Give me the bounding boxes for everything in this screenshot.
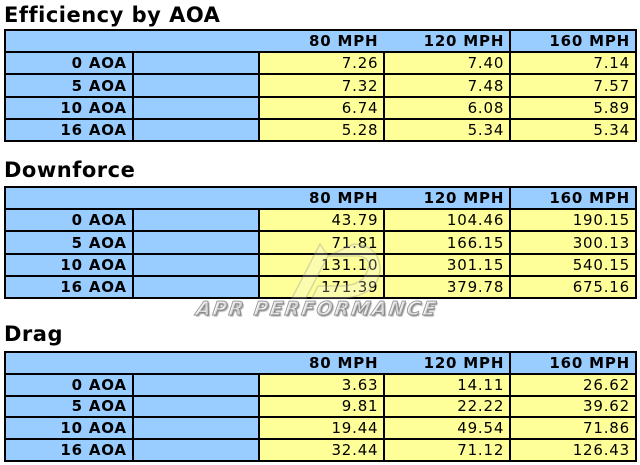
value-cell: 301.15 xyxy=(383,255,509,275)
value-cell: 49.54 xyxy=(383,418,509,438)
value-cell: 7.26 xyxy=(258,53,384,73)
value-cell: 26.62 xyxy=(509,375,635,395)
column-header-80mph: 80 MPH xyxy=(258,353,384,373)
row-label: 16 AOA xyxy=(6,120,132,140)
value-cell: 7.14 xyxy=(509,53,635,73)
value-cell: 5.28 xyxy=(258,120,384,140)
blank-cell xyxy=(132,397,258,417)
value-cell: 6.08 xyxy=(383,98,509,118)
column-header-160mph: 160 MPH xyxy=(509,353,635,373)
table-row xyxy=(6,373,635,395)
value-cell: 7.32 xyxy=(258,75,384,95)
value-cell: 71.81 xyxy=(258,232,384,252)
column-header-80mph: 80 MPH xyxy=(258,188,384,208)
header-spacer-cell xyxy=(6,353,132,373)
watermark-text: APR PERFORMANCE xyxy=(194,298,440,320)
value-cell: 675.16 xyxy=(509,277,635,297)
header-spacer-cell xyxy=(6,31,132,51)
value-cell: 3.63 xyxy=(258,375,384,395)
value-cell: 7.48 xyxy=(383,75,509,95)
row-label: 0 AOA xyxy=(6,375,132,395)
value-cell: 71.86 xyxy=(509,418,635,438)
table-drag xyxy=(4,351,637,462)
value-cell: 5.89 xyxy=(509,98,635,118)
table-row xyxy=(6,208,635,230)
column-header-120mph: 120 MPH xyxy=(383,353,509,373)
row-label: 16 AOA xyxy=(6,440,132,460)
table-row xyxy=(6,275,635,297)
value-cell: 171.39 xyxy=(258,277,384,297)
table-row xyxy=(6,96,635,118)
blank-cell xyxy=(132,418,258,438)
table-header-row xyxy=(6,353,635,373)
blank-cell xyxy=(132,440,258,460)
row-label: 10 AOA xyxy=(6,255,132,275)
value-cell: 126.43 xyxy=(509,440,635,460)
header-spacer-cell xyxy=(6,188,132,208)
header-spacer-cell xyxy=(132,353,258,373)
row-label: 16 AOA xyxy=(6,277,132,297)
blank-cell xyxy=(132,255,258,275)
table-header-row xyxy=(6,188,635,208)
table-row xyxy=(6,253,635,275)
table-title-downforce: Downforce xyxy=(4,158,136,182)
table-row xyxy=(6,51,635,73)
value-cell: 104.46 xyxy=(383,210,509,230)
value-cell: 22.22 xyxy=(383,397,509,417)
blank-cell xyxy=(132,375,258,395)
value-cell: 39.62 xyxy=(509,397,635,417)
row-label: 10 AOA xyxy=(6,98,132,118)
row-label: 5 AOA xyxy=(6,397,132,417)
table-row xyxy=(6,395,635,417)
blank-cell xyxy=(132,210,258,230)
column-header-120mph: 120 MPH xyxy=(383,188,509,208)
value-cell: 5.34 xyxy=(509,120,635,140)
table-row xyxy=(6,438,635,460)
row-label: 5 AOA xyxy=(6,75,132,95)
value-cell: 379.78 xyxy=(383,277,509,297)
table-title-efficiency: Efficiency by AOA xyxy=(4,3,221,27)
header-spacer-cell xyxy=(132,31,258,51)
blank-cell xyxy=(132,120,258,140)
value-cell: 131.10 xyxy=(258,255,384,275)
table-row xyxy=(6,416,635,438)
table-title-drag: Drag xyxy=(4,322,63,346)
blank-cell xyxy=(132,98,258,118)
table-efficiency xyxy=(4,29,637,142)
value-cell: 7.40 xyxy=(383,53,509,73)
column-header-160mph: 160 MPH xyxy=(509,31,635,51)
table-row xyxy=(6,73,635,95)
value-cell: 300.13 xyxy=(509,232,635,252)
value-cell: 540.15 xyxy=(509,255,635,275)
value-cell: 190.15 xyxy=(509,210,635,230)
blank-cell xyxy=(132,75,258,95)
blank-cell xyxy=(132,232,258,252)
value-cell: 43.79 xyxy=(258,210,384,230)
value-cell: 5.34 xyxy=(383,120,509,140)
row-label: 10 AOA xyxy=(6,418,132,438)
blank-cell xyxy=(132,277,258,297)
value-cell: 32.44 xyxy=(258,440,384,460)
value-cell: 19.44 xyxy=(258,418,384,438)
header-spacer-cell xyxy=(132,188,258,208)
row-label: 0 AOA xyxy=(6,210,132,230)
column-header-80mph: 80 MPH xyxy=(258,31,384,51)
table-row xyxy=(6,230,635,252)
row-label: 5 AOA xyxy=(6,232,132,252)
value-cell: 7.57 xyxy=(509,75,635,95)
row-label: 0 AOA xyxy=(6,53,132,73)
value-cell: 6.74 xyxy=(258,98,384,118)
value-cell: 14.11 xyxy=(383,375,509,395)
value-cell: 166.15 xyxy=(383,232,509,252)
column-header-160mph: 160 MPH xyxy=(509,188,635,208)
column-header-120mph: 120 MPH xyxy=(383,31,509,51)
value-cell: 9.81 xyxy=(258,397,384,417)
table-header-row xyxy=(6,31,635,51)
blank-cell xyxy=(132,53,258,73)
table-row xyxy=(6,118,635,140)
value-cell: 71.12 xyxy=(383,440,509,460)
table-downforce xyxy=(4,186,637,299)
